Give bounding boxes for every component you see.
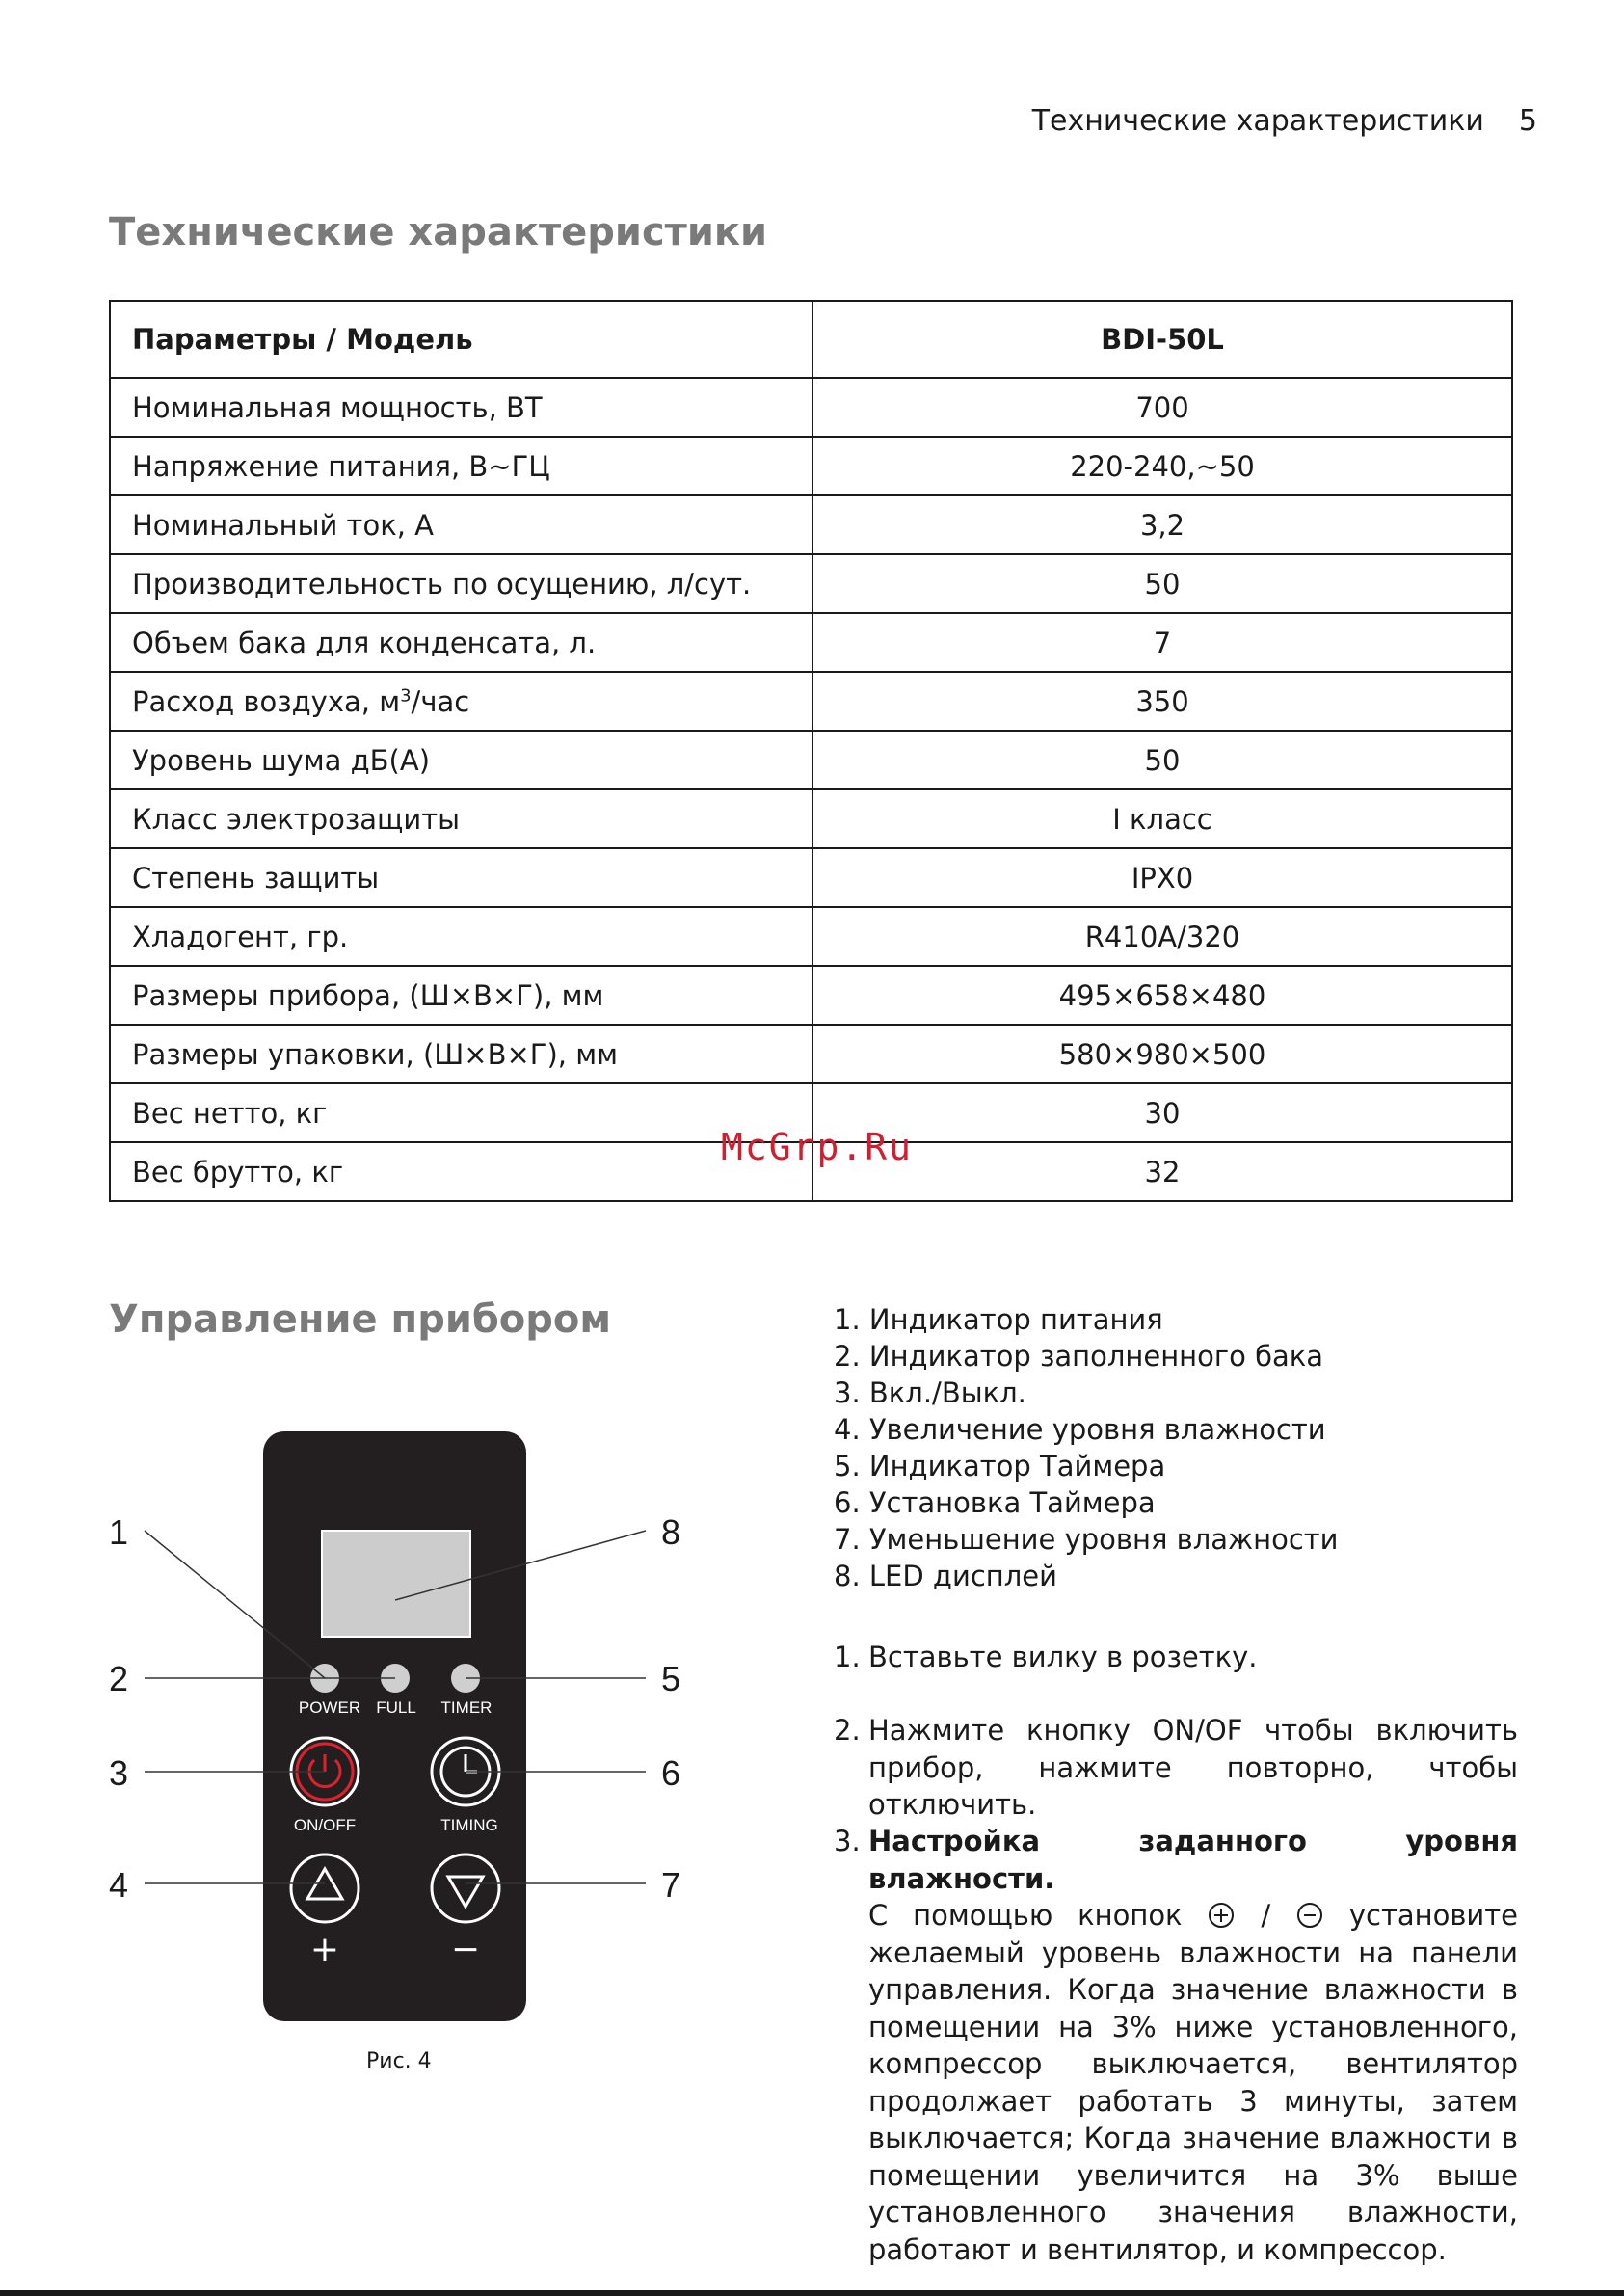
timer-label: TIMER xyxy=(440,1698,493,1717)
callout-4: 4 xyxy=(109,1865,129,1905)
led-display xyxy=(322,1531,470,1637)
panel-body xyxy=(263,1431,526,2021)
param-text: /час xyxy=(411,684,470,718)
specs-section-title: Технические характеристики xyxy=(109,210,768,254)
step-text: Вставьте вилку в розетку. xyxy=(868,1641,1258,1673)
plus-circle-icon xyxy=(1207,1901,1236,1930)
param-cell: Вес нетто, кг xyxy=(110,1083,812,1142)
value-cell: 30 xyxy=(812,1083,1512,1142)
param-cell: Вес брутто, кг xyxy=(110,1142,812,1201)
list-item: 6. Установка Таймера xyxy=(834,1486,1156,1519)
value-cell: 3,2 xyxy=(812,495,1512,554)
callout-3: 3 xyxy=(109,1753,129,1793)
param-cell: Размеры упаковки, (Ш×В×Г), мм xyxy=(110,1025,812,1083)
control-legend xyxy=(834,1301,1339,1594)
value-cell: IPX0 xyxy=(812,848,1512,907)
step-1 xyxy=(834,1639,1518,1676)
param-cell: Класс электрозащиты xyxy=(110,789,812,848)
value-cell: 7 xyxy=(812,613,1512,672)
step-text: Нажмите кнопку ON/OF чтобы включить прибор, нажмите повторно, чтобы отключить. xyxy=(868,1714,1518,1821)
value-cell: 220-240,~50 xyxy=(812,437,1512,495)
param-cell: Номинальная мощность, ВТ xyxy=(110,378,812,437)
header-model: BDI-50L xyxy=(812,301,1512,378)
timing-label: TIMING xyxy=(440,1816,498,1834)
power-label: POWER xyxy=(298,1698,361,1717)
minus-circle-icon xyxy=(1295,1901,1324,1930)
control-section-title: Управление прибором xyxy=(109,1297,612,1342)
step-number: 1. xyxy=(834,1641,861,1673)
callout-5: 5 xyxy=(661,1659,681,1698)
param-cell: Хладогент, гр. xyxy=(110,907,812,966)
value-cell: 50 xyxy=(812,554,1512,613)
figure-caption: Рис. 4 xyxy=(366,2049,432,2073)
step-separator: / xyxy=(1261,1899,1271,1932)
value-cell: 50 xyxy=(812,731,1512,789)
step-2 xyxy=(834,1712,1518,1824)
header-param: Параметры / Модель xyxy=(110,301,812,378)
list-item: 5. Индикатор Таймера xyxy=(834,1450,1166,1482)
step-body xyxy=(868,1823,1518,2268)
list-item: 7. Уменьшение уровня влажности xyxy=(834,1523,1339,1556)
onoff-label: ON/OFF xyxy=(293,1816,357,1834)
value-cell: 580×980×500 xyxy=(812,1025,1512,1083)
value-cell: 350 xyxy=(812,672,1512,731)
param-superscript: 3 xyxy=(400,684,412,706)
plus-label: + xyxy=(309,1930,340,1969)
callout-2: 2 xyxy=(109,1659,129,1698)
step-number: 3. xyxy=(834,1825,861,1857)
callout-7: 7 xyxy=(661,1865,681,1905)
list-item: 8. LED дисплей xyxy=(834,1560,1057,1592)
param-cell: Объем бака для конденсата, л. xyxy=(110,613,812,672)
value-cell: I класс xyxy=(812,789,1512,848)
value-cell: 700 xyxy=(812,378,1512,437)
value-cell: 32 xyxy=(812,1142,1512,1201)
list-item: 3. Вкл./Выкл. xyxy=(834,1376,1026,1409)
list-item: 4. Увеличение уровня влажности xyxy=(834,1413,1326,1446)
step-text: С помощью кнопок xyxy=(868,1899,1183,1932)
value-cell: R410A/320 xyxy=(812,907,1512,966)
param-cell: Производительность по осущению, л/сут. xyxy=(110,554,812,613)
value-cell: 495×658×480 xyxy=(812,966,1512,1025)
step-title: Настройка заданного уровня влажности. xyxy=(868,1825,1518,1895)
step-text: установите желаемый уровень влажности на панели управления. Когда значение влажности в помещении на 3% ниже установленного, компрессор выключается, вентилятор продолжает работать 3 минуты, затем выключается; Когда значение влажности в помещении увеличится на 3% выше установленного значения влажности, работают и вентилятор, и компрессор. xyxy=(868,1899,1519,2266)
list-item: 2. Индикатор заполненного бака xyxy=(834,1340,1324,1373)
bottom-rule xyxy=(0,2290,1624,2296)
running-header-title: Технические характеристики xyxy=(1031,104,1484,138)
page-number: 5 xyxy=(1518,104,1537,138)
param-cell: Размеры прибора, (Ш×В×Г), мм xyxy=(110,966,812,1025)
param-cell: Напряжение питания, В~ГЦ xyxy=(110,437,812,495)
callout-1: 1 xyxy=(109,1512,129,1552)
control-panel-figure xyxy=(0,0,732,2072)
full-label: FULL xyxy=(376,1698,416,1717)
param-cell: Номинальный ток, А xyxy=(110,495,812,554)
list-item: 1. Индикатор питания xyxy=(834,1303,1163,1336)
param-cell: Уровень шума дБ(А) xyxy=(110,731,812,789)
step-number: 2. xyxy=(834,1714,861,1747)
param-cell: Степень защиты xyxy=(110,848,812,907)
callout-8: 8 xyxy=(661,1512,681,1552)
watermark: McGrp.Ru xyxy=(721,1126,914,1168)
param-text: Расход воздуха, м xyxy=(132,684,401,718)
minus-label: − xyxy=(450,1930,481,1969)
callout-6: 6 xyxy=(661,1753,681,1793)
running-header xyxy=(1032,104,1537,138)
step-3 xyxy=(834,1823,1518,2268)
